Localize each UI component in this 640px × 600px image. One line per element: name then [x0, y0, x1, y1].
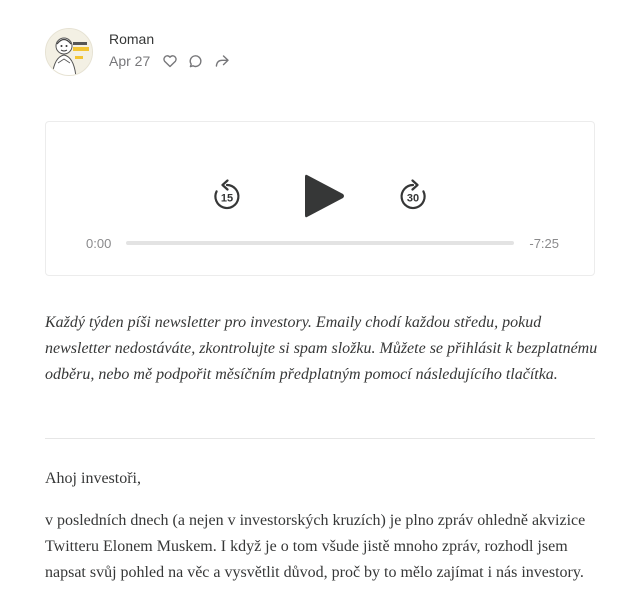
forward-label: 30 [406, 192, 420, 205]
forward-30-icon [398, 179, 428, 213]
rewind-label: 15 [220, 192, 234, 205]
play-button[interactable] [304, 172, 346, 220]
avatar[interactable] [45, 28, 93, 76]
rewind-15-icon [212, 179, 242, 213]
avatar-image [46, 29, 93, 76]
divider [45, 438, 595, 439]
heart-icon[interactable] [162, 53, 178, 69]
play-icon [304, 172, 346, 220]
author-name[interactable]: Roman [109, 31, 155, 47]
body-paragraph: v posledních dnech (a nejen v investorských kruzích) je plno zpráv ohledně akvizice Twitteru Elonem Muskem. I když je o tom všude jistě mnoho zpráv, rozhodl jsem napsat svůj pohled na věc a vysvětlit důvod, proč by to mělo zajímat i nás investory. [45, 512, 586, 581]
post-date: Apr 27 [109, 53, 151, 69]
progress-bar[interactable] [126, 241, 514, 245]
comment-icon[interactable] [188, 53, 204, 69]
remaining-time: -7:25 [529, 236, 559, 251]
post-header [45, 28, 605, 78]
share-icon[interactable] [214, 53, 230, 69]
rewind-15-button[interactable] [212, 179, 242, 213]
forward-30-button[interactable] [398, 179, 428, 213]
audio-player [45, 121, 595, 276]
post-meta [109, 53, 240, 69]
greeting-text: Ahoj investoři, [45, 470, 141, 487]
current-time: 0:00 [86, 236, 112, 251]
intro-text: Každý týden píši newsletter pro investory. Emaily chodí každou středu, pokud newsletter nedostáváte, zkontrolujte si spam složku. Můžete se přihlásit k bezplatnému odběru, nebo mě podpořit měsíčním předplatným pomocí následujícího tlačítka. [45, 314, 598, 383]
